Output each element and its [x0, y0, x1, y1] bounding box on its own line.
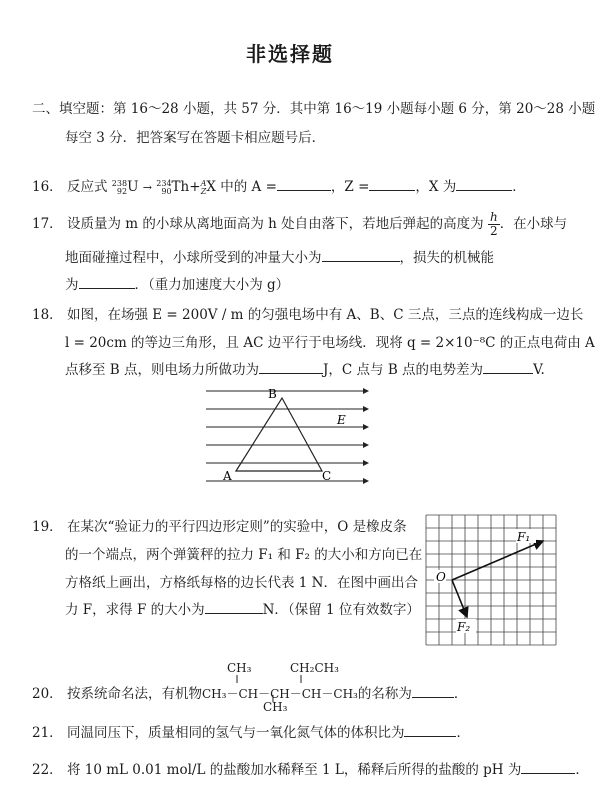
answer-blank-x[interactable] — [456, 178, 512, 191]
question-17-line3: 为 ．（重力加速度大小为 g） — [65, 277, 290, 293]
label-F2: F₂ — [457, 620, 471, 634]
question-18-line1: 18． 如图，在场强 E = 200V / m 的匀强电场中有 A、B、C 三点，三点的连线构成一边长 — [32, 307, 584, 323]
field-lines — [206, 391, 368, 481]
page-title: 非选择题 — [246, 42, 334, 66]
question-19-line3: 方格纸上画出，方格纸每格的边长代表 1 N．在图中画出合 — [65, 575, 418, 591]
structural-formula-chain: CH₃－CH－CH－CH－CH₃ — [201, 687, 358, 701]
question-21: 21． 同温同压下，质量相同的氢气与一氧化氮气体的体积比为 ． — [32, 725, 470, 741]
question-17-line1: 17． 设质量为 m 的小球从离地面高为 h 处自由落下，若地后弹起的高度为 $\frac{h}{2}$ ．在小球与 — [32, 210, 568, 238]
question-19-line2: 的一个端点，两个弹簧秤的拉力 F₁ 和 F₂ 的大小和方向已在 — [65, 547, 423, 563]
question-17-line2: 地面碰撞过程中，小球所受到的冲量大小为 ，损失的机械能 — [65, 250, 494, 266]
question-number: 16． — [32, 179, 63, 195]
answer-blank-energy[interactable] — [79, 276, 135, 289]
substituent-ch3-top: CH₃ — [227, 661, 252, 675]
question-18-line2: l = 20cm 的等边三角形，且 AC 边平行于电场线．现将 q = 2×10⁻⁸C 的正点电荷由 A — [65, 335, 595, 351]
substituent-ch3-bottom: CH₃ — [263, 700, 288, 714]
answer-blank-work[interactable] — [259, 361, 323, 374]
question-22: 22． 将 10 mL 0.01 mol/L 的盐酸加水稀释至 1 L，稀释后所得的盐酸的 pH 为 ． — [32, 762, 589, 778]
answer-blank-impulse[interactable] — [322, 249, 400, 262]
question-number: 22． — [32, 762, 63, 778]
question-number: 19． — [32, 519, 63, 535]
question-18-line3: 点移至 B 点，则电场力所做功为 J，C 点与 B 点的电势差为 V. — [65, 362, 545, 378]
section-heading-line2: 每空 3 分．把答案写在答题卡相应题号后． — [65, 130, 326, 146]
answer-blank-name[interactable] — [412, 685, 454, 698]
answer-blank-potential[interactable] — [483, 361, 533, 374]
label-A: A — [223, 469, 232, 483]
isotope-u: 238 92 — [111, 178, 128, 196]
question-19-line4: 力 F，求得 F 的大小为 N．（保留 1 位有效数字） — [65, 602, 420, 618]
section-heading-line1: 二、填空题：第 16～28 小题，共 57 分．其中第 16～19 小题每小题 6 分，第 20～28 小题 — [32, 101, 595, 117]
label-B: B — [268, 387, 277, 401]
question-number: 18． — [32, 307, 63, 323]
question-16: 16． 反应式 238 92 U → 234 90 Th+ A Z X 中的 A = ，Z = ，X 为 ． — [32, 178, 526, 196]
fraction-h-over-2: $\frac{h}{2}$ — [489, 210, 498, 238]
bond-lines — [220, 672, 330, 704]
force-grid-figure — [420, 510, 565, 650]
answer-blank-ratio[interactable] — [404, 724, 456, 737]
question-19-line1: 19． 在某次“验证力的平行四边形定则”的实验中，O 是橡皮条 — [32, 519, 407, 535]
field-triangle-figure — [200, 385, 380, 497]
question-20: 20． 按系统命名法，有机物CH₃－CH－CH－CH－CH₃的名称为 ． — [32, 686, 468, 702]
substituent-ethyl-top: CH₂CH₃ — [290, 661, 339, 675]
label-F1: F₁ — [517, 530, 531, 544]
question-number: 20． — [32, 686, 63, 702]
label-O: O — [436, 570, 446, 584]
answer-blank-ph[interactable] — [521, 761, 575, 774]
answer-blank-z[interactable] — [369, 178, 415, 191]
answer-blank-force[interactable] — [205, 601, 263, 614]
reaction-arrow: → — [142, 181, 152, 194]
question-number: 21． — [32, 725, 63, 741]
answer-blank-a[interactable] — [277, 178, 331, 191]
vector-F1 — [452, 541, 543, 580]
isotope-x: A Z — [200, 178, 207, 196]
question-number: 17． — [32, 216, 63, 232]
isotope-th: 234 90 — [156, 178, 172, 196]
label-C: C — [322, 469, 332, 483]
label-E: E — [337, 413, 346, 427]
